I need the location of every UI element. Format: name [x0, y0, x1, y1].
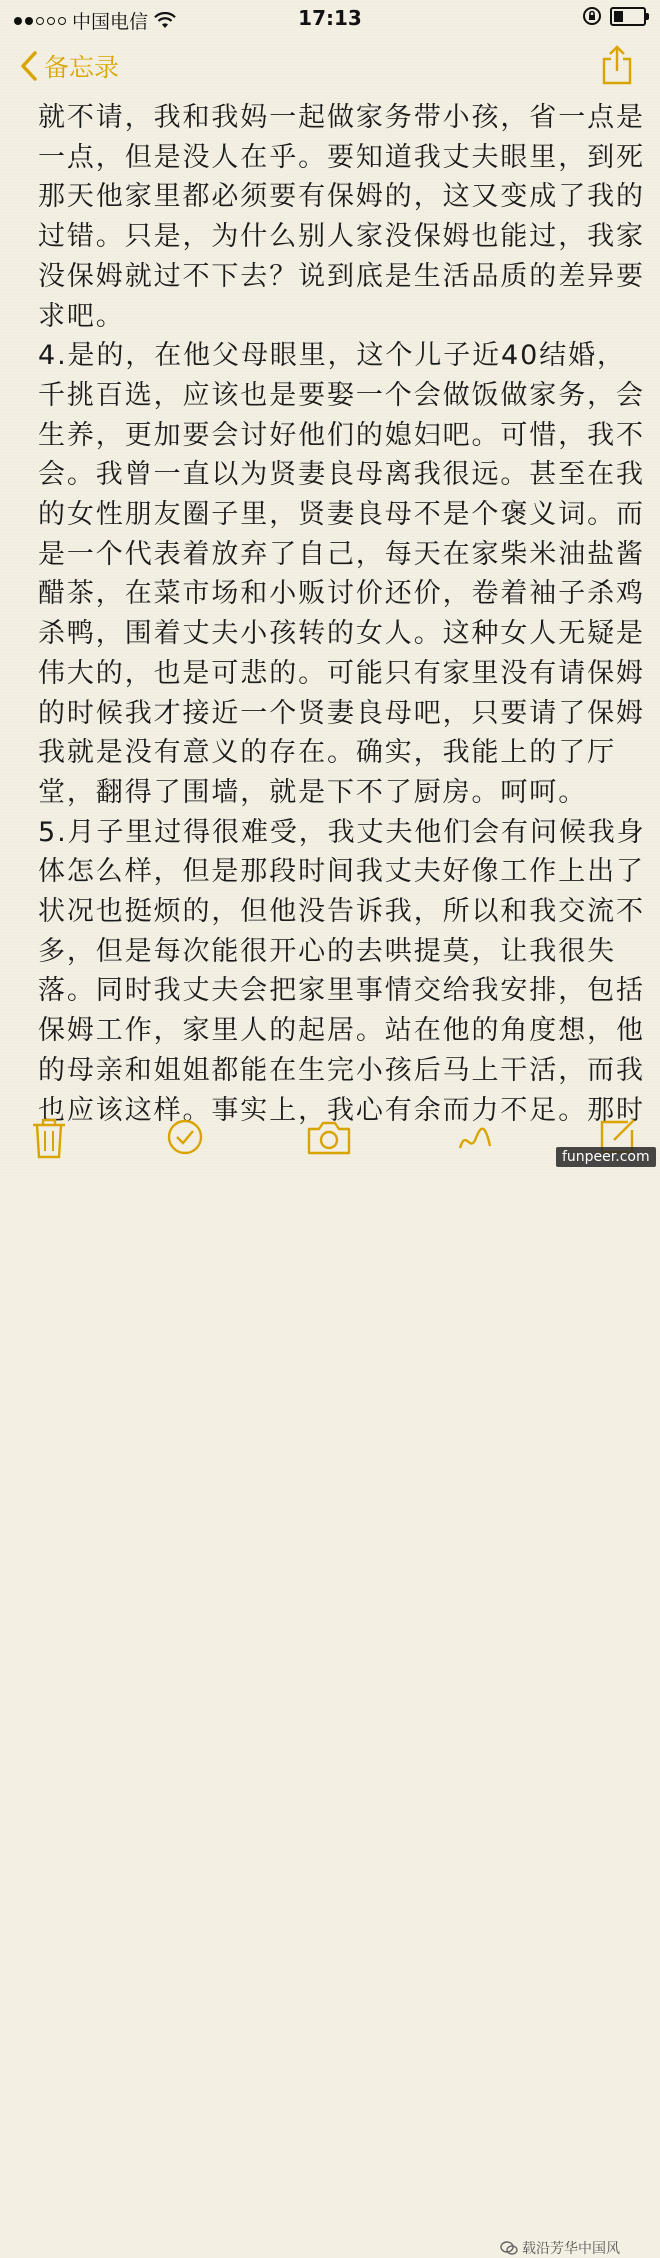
trash-button[interactable] — [30, 1116, 68, 1164]
sketch-icon — [456, 1118, 496, 1158]
battery-icon — [610, 7, 646, 26]
note-line: 没保姆就过不下去？说到底是生活品质的差异要 — [38, 260, 645, 292]
nav-bar — [0, 40, 660, 96]
share-icon — [600, 44, 634, 86]
note-line: 体怎么样，但是那段时间我丈夫好像工作上出了 — [38, 856, 645, 888]
note-body[interactable] — [38, 98, 646, 1130]
checklist-icon — [166, 1118, 204, 1156]
share-button[interactable] — [600, 44, 634, 90]
note-line: 4.是的，在他父母眼里，这个儿子近40结婚， — [38, 340, 626, 372]
note-line: 伟大的，也是可悲的。可能只有家里没有请保姆 — [38, 657, 645, 689]
carrier-label: 中国电信 — [72, 11, 149, 33]
note-line: 也应该这样。事实上，我心有余而力不足。那时 — [38, 1094, 645, 1126]
note-line: 是一个代表着放弃了自己，每天在家柴米油盐酱 — [38, 538, 645, 570]
status-right — [582, 6, 646, 26]
rotation-lock-icon — [582, 6, 602, 26]
note-line: 就不请，我和我妈一起做家务带小孩，省一点是 — [38, 102, 645, 133]
status-bar — [0, 0, 660, 36]
note-line: 杀鸭，围着丈夫小孩转的女人。这种女人无疑是 — [38, 618, 645, 650]
camera-button[interactable] — [306, 1120, 352, 1160]
chevron-left-icon — [20, 50, 38, 82]
status-time: 17:13 — [298, 6, 362, 30]
note-line: 保姆工作，家里人的起居。站在他的角度想，他 — [38, 1015, 645, 1047]
note-line: 的母亲和姐姐都能在生完小孩后马上干活，而我 — [38, 1054, 645, 1086]
checklist-button[interactable] — [166, 1118, 204, 1160]
note-line: 一点，但是没人在乎。要知道我丈夫眼里，到死 — [38, 141, 645, 173]
back-button[interactable] — [20, 48, 119, 84]
note-line: 的时候我才接近一个贤妻良母吧，只要请了保姆 — [38, 697, 645, 729]
note-line: 会。我曾一直以为贤妻良母离我很远。甚至在我 — [38, 459, 645, 491]
note-line: 落。同时我丈夫会把家里事情交给我安排，包括 — [38, 975, 645, 1007]
note-line: 多，但是每次能很开心的去哄提莫，让我很失 — [38, 935, 616, 967]
note-line: 求吧。 — [38, 300, 125, 332]
site-watermark: funpeer.com — [556, 1147, 656, 1167]
note-line: 堂，翻得了围墙，就是下不了厨房。呵呵。 — [38, 776, 588, 808]
camera-icon — [306, 1120, 352, 1156]
note-line: 过错。只是，为什么别人家没保姆也能过，我家 — [38, 221, 645, 253]
wechat-source-tag — [500, 2238, 620, 2258]
note-line: 我就是没有意义的存在。确实，我能上的了厅 — [38, 737, 616, 769]
note-line: 那天他家里都必须要有保姆的，这又变成了我的 — [38, 181, 645, 213]
note-line: 5.月子里过得很难受，我丈夫他们会有问候我身 — [38, 816, 646, 848]
note-line: 的女性朋友圈子里，贤妻良母不是个褒义词。而 — [38, 499, 645, 531]
note-line: 生养，更加要会讨好他们的媳妇吧。可惜，我不 — [38, 419, 645, 451]
trash-icon — [30, 1116, 68, 1160]
wechat-icon — [500, 2240, 518, 2256]
sketch-button[interactable] — [456, 1118, 496, 1162]
note-line: 千挑百选，应该也是要娶一个会做饭做家务，会 — [38, 379, 645, 411]
note-line: 状况也挺烦的，但他没告诉我，所以和我交流不 — [38, 896, 645, 928]
note-line: 醋茶，在菜市场和小贩讨价还价，卷着袖子杀鸡 — [38, 578, 645, 610]
back-label: 备忘录 — [44, 53, 120, 82]
wechat-tag-label: 载沿芳华中国风 — [522, 2241, 620, 2257]
